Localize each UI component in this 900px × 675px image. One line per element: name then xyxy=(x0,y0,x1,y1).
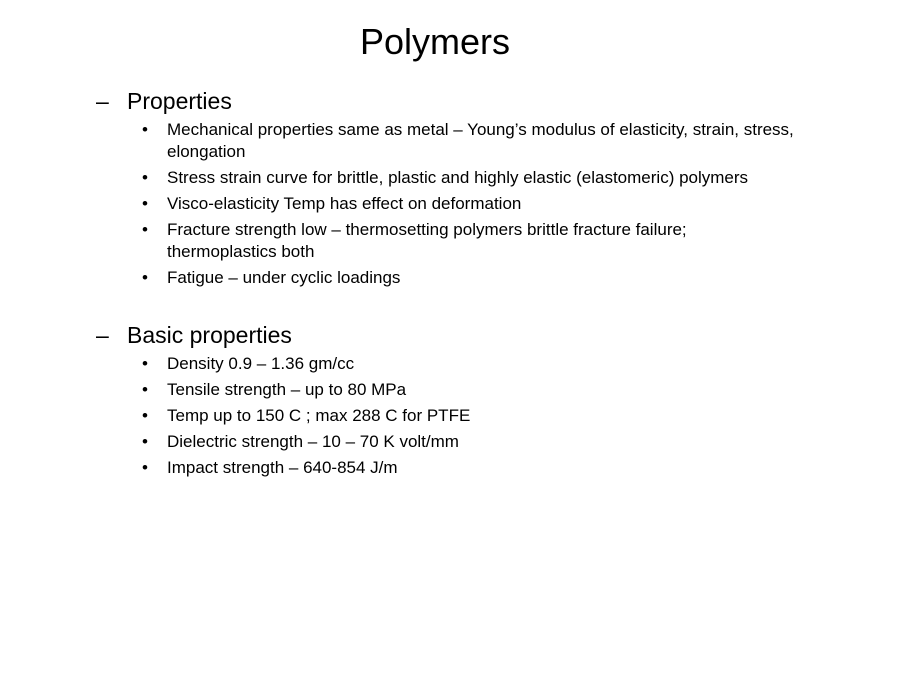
section-heading-label: Properties xyxy=(127,88,232,114)
list-item-text: Mechanical properties same as metal – Young’s modulus of elasticity, strain, stress, elongation xyxy=(167,120,794,161)
list-item xyxy=(96,405,857,427)
bullet-icon: • xyxy=(142,194,148,213)
list-item-text: Visco-elasticity Temp has effect on deformation xyxy=(167,194,522,213)
list-item-text: Dielectric strength – 10 – 70 K volt/mm xyxy=(167,432,459,451)
list-item xyxy=(96,219,787,263)
bullet-icon: • xyxy=(142,168,148,187)
section-heading xyxy=(96,87,857,115)
slide-title: Polymers xyxy=(359,21,511,62)
section-properties xyxy=(96,87,857,289)
bullet-icon: • xyxy=(142,458,148,477)
list-item-text: Stress strain curve for brittle, plastic and highly elastic (elastomeric) polymers xyxy=(167,168,749,187)
list-item xyxy=(96,193,857,215)
dash-bullet-icon: – xyxy=(96,322,109,348)
list-item-text: Fatigue – under cyclic loadings xyxy=(167,268,401,287)
section-heading-label: Basic properties xyxy=(127,322,292,348)
list-item xyxy=(96,167,857,189)
list-item xyxy=(96,431,857,453)
bullet-icon: • xyxy=(142,120,148,139)
bullet-icon: • xyxy=(142,406,148,425)
list-item-text: Density 0.9 – 1.36 gm/cc xyxy=(167,354,355,373)
bullet-icon: • xyxy=(142,380,148,399)
dash-bullet-icon: – xyxy=(96,88,109,114)
list-item xyxy=(96,119,857,163)
section-heading xyxy=(96,321,857,349)
list-item xyxy=(96,267,857,289)
section-basic-properties xyxy=(96,321,857,479)
list-item xyxy=(96,457,857,479)
bullet-icon: • xyxy=(142,268,148,287)
bullet-list xyxy=(96,119,857,289)
list-item xyxy=(96,353,857,375)
list-item-text: Fracture strength low – thermosetting polymers brittle fracture failure; thermoplastics both xyxy=(167,220,687,261)
list-item xyxy=(96,379,857,401)
list-item-text: Impact strength – 640-854 J/m xyxy=(167,458,398,477)
bullet-list xyxy=(96,353,857,479)
list-item-text: Tensile strength – up to 80 MPa xyxy=(167,380,407,399)
bullet-icon: • xyxy=(142,354,148,373)
list-item-text: Temp up to 150 C ; max 288 C for PTFE xyxy=(167,406,471,425)
bullet-icon: • xyxy=(142,432,148,451)
bullet-icon: • xyxy=(142,220,148,239)
